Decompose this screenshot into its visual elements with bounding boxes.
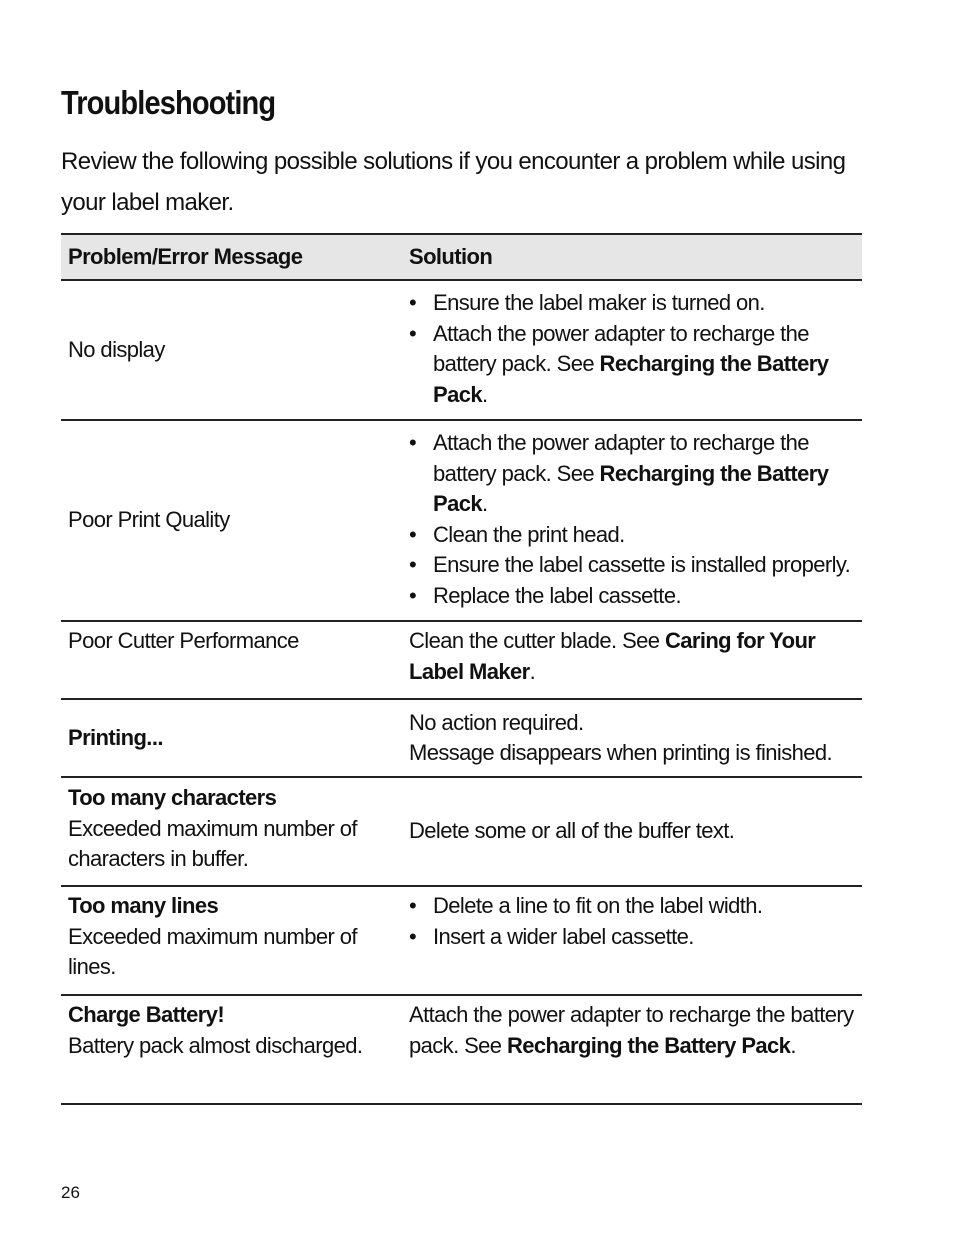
bullet: • [409,923,417,949]
cross-reference: Recharging the Battery Pack [433,460,829,516]
bullet: • [409,893,417,918]
bullet: • [409,521,417,547]
problem-cell [61,621,402,699]
solution-text: Attach the power adapter to recharge the battery pack. See [433,430,809,486]
error-message-title: Printing... [68,724,163,750]
page-number: 26 [61,1183,80,1202]
solution-suffix: . [529,658,536,684]
solution-cell [402,886,862,995]
bullet: • [409,552,417,577]
solution-text: No action required. [409,709,584,735]
solution-item [409,288,856,319]
solution-item [409,520,856,551]
solution-text: Clean the cutter blade. See [409,628,665,653]
solution-cell [402,280,862,420]
error-message-detail: Battery pack almost discharged. [68,1032,363,1058]
table-row [61,420,862,621]
problem-cell [61,420,402,621]
bullet: • [409,320,417,346]
table-row [61,777,862,886]
cross-reference: Recharging the Battery Pack [433,351,829,407]
header-solution: Solution [409,243,493,269]
solution-text: Delete a line to fit on the label width. [433,893,763,918]
error-message-title: Charge Battery! [68,1002,225,1027]
error-message-detail: Exceeded maximum number of lines. [68,923,357,979]
solution-text: Ensure the label maker is turned on. [433,290,765,315]
solution-suffix: . [790,1032,796,1058]
solution-item [409,581,856,612]
problem-cell [61,995,402,1104]
error-message-detail: Exceeded maximum number of characters in buffer. [68,815,357,872]
cross-reference: Recharging the Battery Pack [506,1032,791,1058]
solution-list [409,428,856,611]
intro-paragraph: Review the following possible solutions if you encounter a problem while using your label maker. [61,148,846,216]
solution-text: Ensure the label cassette is installed properly. [433,552,851,577]
table-row [61,699,862,777]
solution-text: Attach the power adapter to recharge the battery pack. See [409,1002,854,1058]
page-title: Troubleshooting [61,84,276,121]
problem-cell [61,280,402,420]
table-header-row [61,234,862,280]
solution-text: Delete some or all of the buffer text. [409,818,735,844]
solution-list [409,288,856,410]
solution-item [409,319,856,411]
problem-cell [61,777,402,886]
solution-text: Clean the print head. [433,521,625,547]
bullet: • [409,430,417,455]
solution-text: Insert a wider label cassette. [433,923,694,949]
solution-item [409,891,856,922]
problem-cell [61,699,402,777]
solution-cell [402,777,862,886]
solution-suffix: . [481,491,488,516]
cross-reference: Caring for Your Label Maker [409,628,816,684]
error-message-title: Too many lines [68,893,219,918]
solution-item [409,550,856,581]
table-row [61,995,862,1104]
solution-cell [402,420,862,621]
solution-text: Attach the power adapter to recharge the battery pack. See [433,320,809,376]
table-row [61,621,862,699]
solution-list [409,891,856,952]
table-row [61,886,862,995]
solution-suffix: . [481,381,488,407]
problem-cell [61,886,402,995]
bullet: • [409,582,417,608]
troubleshooting-table [61,233,862,1105]
solution-item [409,922,856,953]
problem-text: Poor Print Quality [68,507,230,533]
solution-cell [402,995,862,1104]
error-message-title: Too many characters [68,785,277,811]
table-row [61,280,862,420]
problem-text: Poor Cutter Performance [68,628,299,653]
solution-text: Message disappears when printing is finished. [409,740,833,765]
solution-text: Replace the label cassette. [433,582,681,608]
solution-cell [402,699,862,777]
bullet: • [409,290,417,315]
solution-cell [402,621,862,699]
solution-item [409,428,856,520]
header-problem: Problem/Error Message [68,243,303,269]
problem-text: No display [68,336,165,362]
